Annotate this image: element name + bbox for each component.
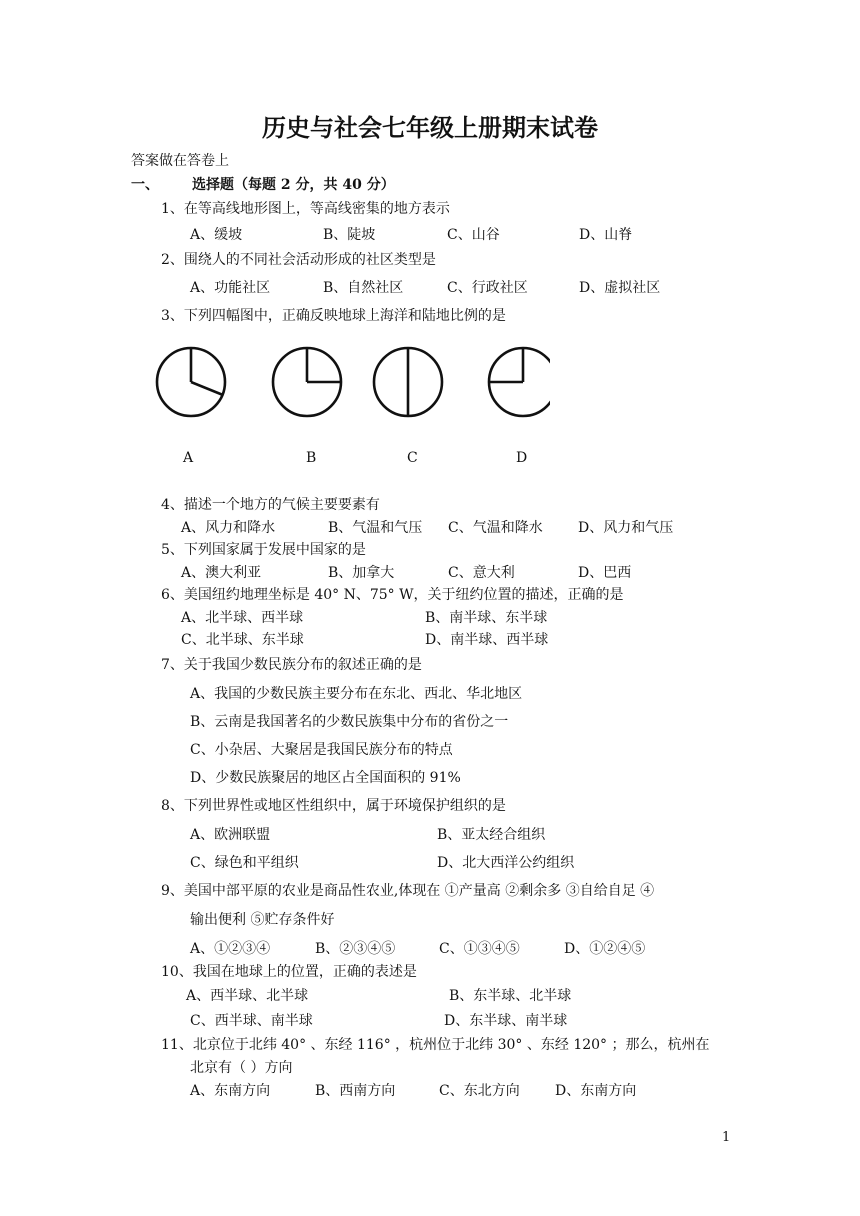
- q10-option-d: D、东半球、南半球: [444, 1013, 568, 1029]
- q5-option-a: A、澳大利亚: [181, 565, 262, 581]
- q1-option-d: D、山脊: [579, 227, 633, 243]
- section-number: 一、: [131, 177, 159, 193]
- q10-option-a: A、西半球、北半球: [186, 988, 309, 1004]
- q8-stem: 8、下列世界性或地区性组织中，属于环境保护组织的是: [161, 798, 506, 814]
- q8-option-a: A、欧洲联盟: [190, 827, 271, 843]
- q5-option-c: C、意大利: [448, 565, 515, 581]
- pie-diagram-d: [489, 348, 550, 416]
- q6-option-b: B、南半球、东半球: [425, 610, 548, 626]
- q2-stem: 2、围绕人的不同社会活动形成的社区类型是: [161, 252, 436, 268]
- q3-label-a: A: [183, 450, 194, 466]
- q9-option-b: B、②③④⑤: [315, 941, 396, 957]
- q4-option-c: C、气温和降水: [448, 520, 543, 536]
- q6-option-d: D、南半球、西半球: [425, 632, 549, 648]
- land-sea-ratio-diagram: [150, 340, 550, 430]
- answer-note: 答案做在答卷上: [131, 153, 229, 169]
- q11-stem-line1: 11、北京位于北纬 40° 、东经 116° ，杭州位于北纬 30° 、东经 120° ；那么，杭州在: [161, 1037, 710, 1053]
- q7-option-a: A、我国的少数民族主要分布在东北、西北、华北地区: [190, 686, 523, 702]
- pie-diagram-b: [273, 348, 341, 416]
- q2-option-b: B、自然社区: [323, 280, 404, 296]
- q1-option-b: B、陡坡: [323, 227, 376, 243]
- q11-option-d: D、东南方向: [555, 1083, 637, 1099]
- pie-diagram-a: [157, 348, 225, 416]
- q9-stem-line1: 9、美国中部平原的农业是商品性农业,体现在 ①产量高 ②剩余多 ③自给自足 ④: [161, 883, 655, 899]
- q4-option-d: D、风力和气压: [578, 520, 674, 536]
- section-title: 选择题（每题 2 分，共 40 分）: [192, 177, 395, 193]
- q6-option-a: A、北半球、西半球: [181, 610, 304, 626]
- q7-stem: 7、关于我国少数民族分布的叙述正确的是: [161, 657, 422, 673]
- q4-stem: 4、描述一个地方的气候主要要素有: [161, 497, 380, 513]
- q3-label-b: B: [306, 450, 317, 466]
- q11-option-b: B、西南方向: [315, 1083, 396, 1099]
- q10-option-b: B、东半球、北半球: [449, 988, 572, 1004]
- page-number: 1: [722, 1130, 731, 1145]
- q11-option-a: A、东南方向: [190, 1083, 271, 1099]
- q10-stem: 10、我国在地球上的位置，正确的表述是: [161, 964, 417, 980]
- q6-stem: 6、美国纽约地理坐标是 40° N、75° W，关于纽约位置的描述，正确的是: [161, 587, 624, 603]
- q8-option-b: B、亚太经合组织: [437, 827, 546, 843]
- q11-option-c: C、东北方向: [439, 1083, 520, 1099]
- q3-label-c: C: [407, 450, 418, 466]
- pie-diagram-c: [374, 348, 442, 416]
- q7-option-b: B、云南是我国著名的少数民族集中分布的省份之一: [190, 714, 509, 730]
- q8-option-c: C、绿色和平组织: [190, 855, 299, 871]
- q5-stem: 5、下列国家属于发展中国家的是: [161, 542, 366, 558]
- q4-option-b: B、气温和气压: [328, 520, 423, 536]
- q9-option-c: C、①③④⑤: [439, 941, 520, 957]
- q3-label-d: D: [516, 450, 528, 466]
- q4-option-a: A、风力和降水: [181, 520, 276, 536]
- q10-option-c: C、西半球、南半球: [190, 1013, 313, 1029]
- q3-stem: 3、下列四幅图中，正确反映地球上海洋和陆地比例的是: [161, 308, 506, 324]
- q1-option-a: A、缓坡: [190, 227, 243, 243]
- q6-option-c: C、北半球、东半球: [181, 632, 304, 648]
- q8-option-d: D、北大西洋公约组织: [437, 855, 575, 871]
- q11-stem-line2: 北京有（ ）方向: [190, 1060, 293, 1076]
- exam-title: 历史与社会七年级上册期末试卷: [262, 113, 598, 142]
- q2-option-a: A、功能社区: [190, 280, 271, 296]
- q7-option-c: C、小杂居、大聚居是我国民族分布的特点: [190, 742, 453, 758]
- q1-stem: 1、在等高线地形图上，等高线密集的地方表示: [161, 201, 450, 217]
- q1-option-c: C、山谷: [447, 227, 500, 243]
- q9-option-a: A、①②③④: [190, 941, 271, 957]
- q5-option-d: D、巴西: [578, 565, 632, 581]
- q2-option-d: D、虚拟社区: [579, 280, 661, 296]
- q7-option-d: D、少数民族聚居的地区占全国面积的 91%: [190, 770, 461, 786]
- q9-stem-line2: 输出便利 ⑤贮存条件好: [190, 912, 335, 928]
- q9-option-d: D、①②④⑤: [564, 941, 646, 957]
- q5-option-b: B、加拿大: [328, 565, 395, 581]
- q2-option-c: C、行政社区: [447, 280, 528, 296]
